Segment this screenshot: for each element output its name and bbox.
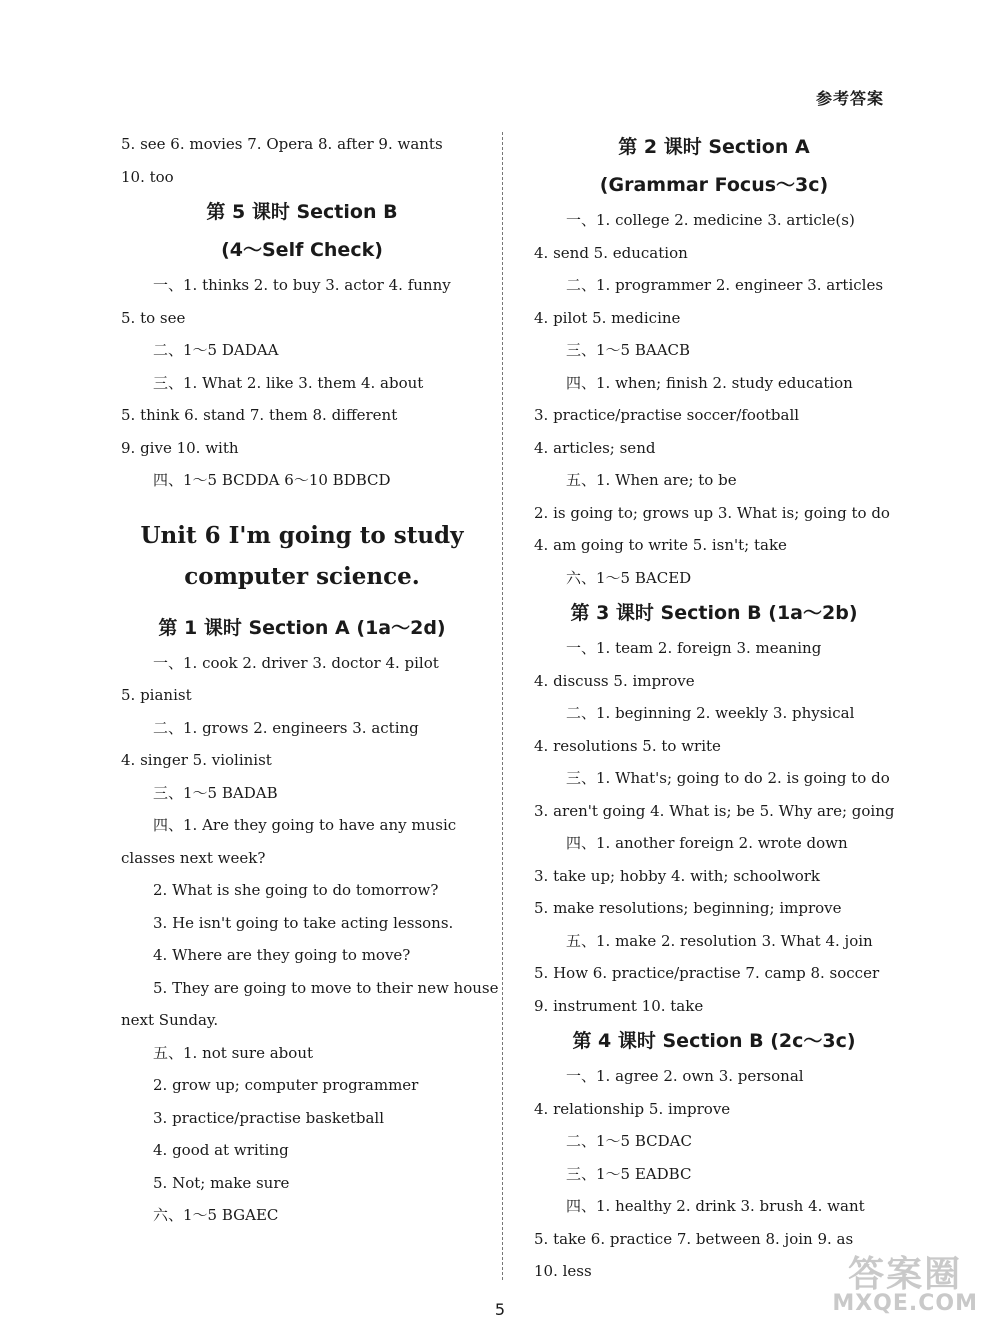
answer-line: 5. They are going to move to their new house [153,978,499,997]
lesson-3-heading: 第 3 课时 Section B (1a～2b) [570,602,858,624]
answer-line: 四、1. when; finish 2. study education [566,373,853,392]
watermark-logo-text: 答案圈 [848,1254,963,1295]
answer-line: 四、1. healthy 2. drink 3. brush 4. want [566,1197,865,1215]
answer-line: 一、1. agree 2. own 3. personal [566,1067,804,1085]
answer-line: 四、1. another foreign 2. wrote down [566,834,848,852]
answer-line: 六、1～5 BGAEC [153,1206,279,1224]
answer-line: 5. Not; make sure [153,1173,290,1192]
lesson-4-heading: 第 4 课时 Section B (2c～3c) [572,1030,856,1052]
answer-line: 一、1. cook 2. driver 3. doctor 4. pilot [153,653,439,672]
lesson-5-subheading: (4～Self Check) [221,239,383,261]
answer-line: 10. too [121,167,174,186]
answer-line: 3. aren't going 4. What is; be 5. Why are; going [534,801,895,820]
answer-line: 5. to see [121,308,186,327]
lesson-2-subheading: (Grammar Focus～3c) [599,174,829,196]
lesson-1-heading: 第 1 课时 Section A (1a～2d) [158,616,446,639]
answer-line: 四、1～5 BCDDA 6～10 BDBCD [153,471,391,489]
page-number: 5 [494,1300,506,1319]
answer-line: 5. see 6. movies 7. Opera 8. after 9. wants [121,135,443,153]
answer-line: 二、1～5 BCDAC [566,1132,692,1150]
answer-line: classes next week? [121,848,266,867]
answer-line: 2. What is she going to do tomorrow? [153,881,439,899]
answer-line: 一、1. college 2. medicine 3. article(s) [566,211,855,229]
answer-line: 2. is going to; grows up 3. What is; going to do [534,503,890,522]
answer-line: 5. think 6. stand 7. them 8. different [121,406,398,424]
answer-line: 三、1～5 BADAB [153,783,278,802]
answer-line: 2. grow up; computer programmer [153,1076,419,1094]
answer-line: 4. relationship 5. improve [534,1099,731,1118]
answer-line: 三、1. What's; going to do 2. is going to do [566,769,890,787]
answer-line: 二、1. grows 2. engineers 3. acting [153,718,419,737]
answer-line: 三、1. What 2. like 3. them 4. about [153,373,424,392]
answer-line: 三、1～5 BAACB [566,341,691,359]
answer-line: 五、1. not sure about [153,1043,314,1062]
answer-line: 一、1. team 2. foreign 3. meaning [566,639,822,657]
answer-line: 9. instrument 10. take [534,996,704,1015]
answer-line: 4. Where are they going to move? [153,946,411,964]
answer-line: 3. He isn't going to take acting lessons. [153,913,454,932]
answer-line: 5. make resolutions; beginning; improve [534,899,842,917]
answer-line: 4. resolutions 5. to write [534,736,721,755]
answer-line: 4. articles; send [534,438,656,457]
page-header-title: 参考答案 [815,89,884,108]
answer-line: 5. How 6. practice/practise 7. camp 8. soccer [534,964,880,982]
answer-line: 二、1～5 DADAA [153,341,279,359]
answer-line: 二、1. programmer 2. engineer 3. articles [566,276,884,294]
left-column [121,128,499,1232]
lesson-2-heading: 第 2 课时 Section A [618,136,810,158]
answer-line: 4. send 5. education [534,243,688,262]
answer-line: 3. practice/practise soccer/football [534,406,800,424]
answer-line: 4. am going to write 5. isn't; take [534,536,787,554]
answer-line: 5. pianist [121,686,192,704]
answer-line: 3. take up; hobby 4. with; schoolwork [534,866,820,885]
answer-line: 六、1～5 BACED [566,568,692,587]
answer-line: 9. give 10. with [121,438,239,457]
answer-line: next Sunday. [121,1011,219,1029]
answer-line: 四、1. Are they going to have any music [153,816,457,834]
answer-line: 4. good at writing [153,1141,289,1159]
answer-line: 二、1. beginning 2. weekly 3. physical [566,704,855,722]
answer-line: 4. discuss 5. improve [534,671,695,690]
unit-title-line-1: Unit 6 I'm going to study [140,521,464,549]
unit-title-line-2: computer science. [184,562,420,590]
right-column [534,128,894,1288]
answer-line: 三、1～5 EADBC [566,1164,692,1183]
answer-line: 5. take 6. practice 7. between 8. join 9. as [534,1229,854,1248]
answer-line: 五、1. make 2. resolution 3. What 4. join [566,931,873,950]
answer-line: 10. less [534,1262,592,1280]
answer-line: 4. pilot 5. medicine [534,308,681,327]
watermark-url: MXQE.COM [832,1291,978,1316]
answer-line: 4. singer 5. violinist [121,751,272,769]
answer-line: 五、1. When are; to be [566,471,737,489]
column-divider [502,132,503,1280]
site-watermark [832,1254,978,1316]
lesson-5-heading: 第 5 课时 Section B [206,201,398,223]
answer-line: 3. practice/practise basketball [153,1108,385,1127]
answer-line: 一、1. thinks 2. to buy 3. actor 4. funny [153,276,451,294]
